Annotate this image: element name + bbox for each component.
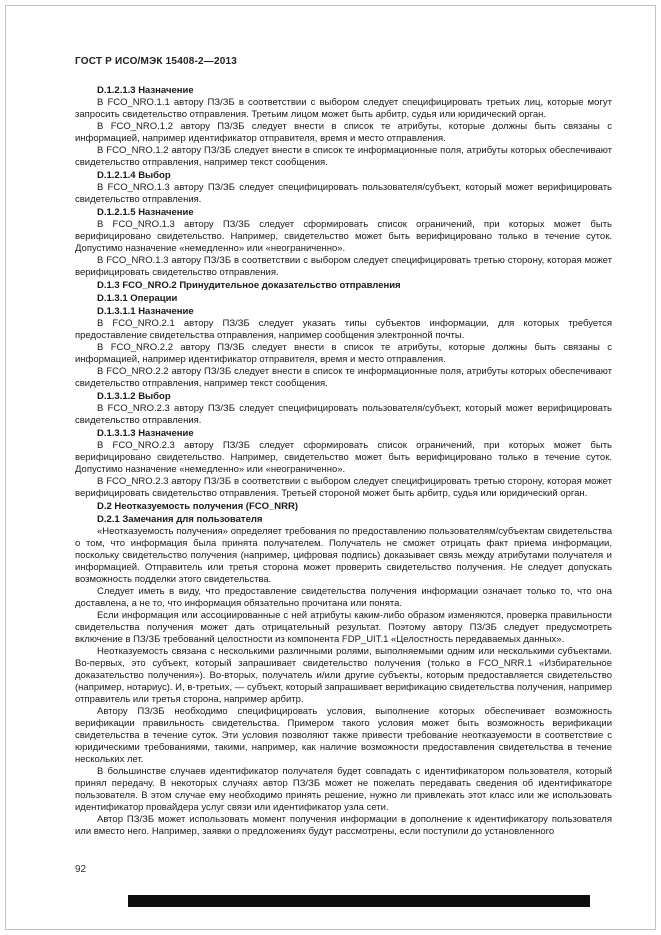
section-heading: D.1.3.1 Операции xyxy=(97,293,178,304)
section-heading: D.1.2.1.3 Назначение xyxy=(97,85,194,96)
paragraph: В FCO_NRO.1.3 автору ПЗ/ЗБ следует сформировать список ограничений, при которых может быть верифицировано свидетельство. Например, свидетельство может быть верифицировано только в течение суток. Допустимо назначение «немедленно» или «неограниченно». xyxy=(75,219,612,254)
paragraph: В FCO_NRO.2.3 автору ПЗ/ЗБ следует специфицировать пользователя/субъект, который может верифицировать свидетельство отправления. xyxy=(75,403,612,426)
paragraph: В FCO_NRO.2.3 автору ПЗ/ЗБ в соответствии с выбором следует специфицировать третью сторону, которая может верифицировать свидетельство отправления. Третьей стороной может быть арбитр, судья или юридический орган. xyxy=(75,476,612,499)
scan-artifact-bar xyxy=(128,895,590,907)
section-heading: D.1.3.1.2 Выбор xyxy=(97,391,171,402)
section-heading: D.2.1 Замечания для пользователя xyxy=(97,514,263,525)
paragraph: Автор ПЗ/ЗБ может использовать момент получения информации в дополнение к идентификатору пользователя или вместо него. Например, заявки о предложениях будут рассмотрены, если поступили до установленного xyxy=(75,814,612,837)
paragraph: Неотказуемость связана с несколькими различными ролями, выполняемыми одним или несколькими субъектами. Во-первых, это субъект, который запрашивает свидетельство получения (только в FCO_NRR.1 «Избирательное доказательство получения»). Во-вторых, получатель и/или другие субъекты, которым предоставляется свидетельство (например, нотариус). И, в-третьих, — субъект, который запрашивает верификацию свидетельства получения, например отправитель или третья сторона, например арбитр. xyxy=(75,646,612,705)
page-number: 92 xyxy=(75,864,87,875)
paragraph: В FCO_NRO.1.3 автору ПЗ/ЗБ следует специфицировать пользователя/субъект, который может верифицировать свидетельство отправления. xyxy=(75,182,612,205)
section-heading: D.1.3 FCO_NRO.2 Принудительное доказательство отправления xyxy=(97,280,401,291)
paragraph: «Неотказуемость получения» определяет требования по предоставлению пользователям/субъектам свидетельства о том, что информация была принята получателем. Получатель не сможет отрицать факт приема информации, поскольку свидетельство получения (например, цифровая подпись) доказывает связь между атрибутами получателя и информацией. Отправитель или третья сторона может проверить свидетельство получения. Не следует допускать возможность подделки этого свидетельства. xyxy=(75,526,612,585)
paragraph: Автору ПЗ/ЗБ необходимо специфицировать условия, выполнение которых обеспечивает возможность верификации правильность свидетельства. Примером такого условия может быть возможность верификации свидетельства в течение суток. Эти условия позволяют также привести требование неотказуемости в соответствие с юридическими требованиями, такими, например, как наличие возможности предоставления свидетельства в течение нескольких лет. xyxy=(75,706,612,765)
section-heading: D.1.3.1.1 Назначение xyxy=(97,306,194,317)
section-heading: D.1.3.1.3 Назначение xyxy=(97,428,194,439)
paragraph: Если информация или ассоциированные с ней атрибуты каким-либо образом изменяются, проверка правильности свидетельства получения может дать отрицательный результат. Поэтому автору ПЗ/ЗБ следует предусмотреть включение в ПЗ/ЗБ требований целостности из компонента FDP_UIT.1 «Целостность передаваемых данных». xyxy=(75,610,612,645)
paragraph: В FCO_NRO.2.2 автору ПЗ/ЗБ следует внести в список те информационные поля, атрибуты которых обеспечивают свидетельство отправления, например текст сообщения. xyxy=(75,366,612,389)
section-heading: D.1.2.1.5 Назначение xyxy=(97,207,194,218)
section-heading: D.1.2.1.4 Выбор xyxy=(97,170,171,181)
paragraph: В FCO_NRO.1.1 автору ПЗ/ЗБ в соответствии с выбором следует специфицировать третьих лиц, которые могут запросить свидетельство отправления. Третьим лицом может быть арбитр, судья или юридический орган. xyxy=(75,97,612,120)
section-heading: D.2 Неотказуемость получения (FCO_NRR) xyxy=(97,501,299,512)
paragraph: В FCO_NRO.2.2 автору ПЗ/ЗБ следует внести в список те атрибуты, которые должны быть связаны с информацией, например идентификатор отправителя, время и место отправления. xyxy=(75,342,612,365)
paragraph: В FCO_NRO.1.2 автору ПЗ/ЗБ следует внести в список те атрибуты, которые должны быть связаны с информацией, например идентификатор отправителя, время и место отправления. xyxy=(75,121,612,144)
paragraph: Следует иметь в виду, что предоставление свидетельства получения информации означает только то, что она доставлена, а не то, что информация обязательно прочитана или понята. xyxy=(75,586,612,609)
document-header: ГОСТ Р ИСО/МЭК 15408-2—2013 xyxy=(75,56,238,67)
paragraph: В FCO_NRO.1.3 автору ПЗ/ЗБ в соответствии с выбором следует специфицировать третью сторону, которая может верифицировать свидетельство отправления. xyxy=(75,255,612,278)
paragraph: В FCO_NRO.2.1 автору ПЗ/ЗБ следует указать типы субъектов информации, для которых требуется предоставление свидетельства отправления, например сообщения электронной почты. xyxy=(75,318,612,341)
document-body xyxy=(75,84,612,838)
paragraph: В FCO_NRO.1.2 автору ПЗ/ЗБ следует внести в список те информационные поля, атрибуты которых обеспечивают свидетельство отправления, например текст сообщения. xyxy=(75,145,612,168)
paragraph: В FCO_NRO.2.3 автору ПЗ/ЗБ следует сформировать список ограничений, при которых может быть верифицировано свидетельство. Например, свидетельство может быть верифицировано только в течение суток. Допустимо назначение «немедленно» или «неограниченно». xyxy=(75,440,612,475)
paragraph: В большинстве случаев идентификатор получателя будет совпадать с идентификатором пользователя, который принял передачу. В некоторых случаях автор ПЗ/ЗБ может не пожелать передавать сведения об идентификаторе пользователя. В этом случае ему необходимо принять решение, нужно ли привлекать этот класс или же использовать идентификатор провайдера услуг связи или идентификатор узла сети. xyxy=(75,766,612,813)
